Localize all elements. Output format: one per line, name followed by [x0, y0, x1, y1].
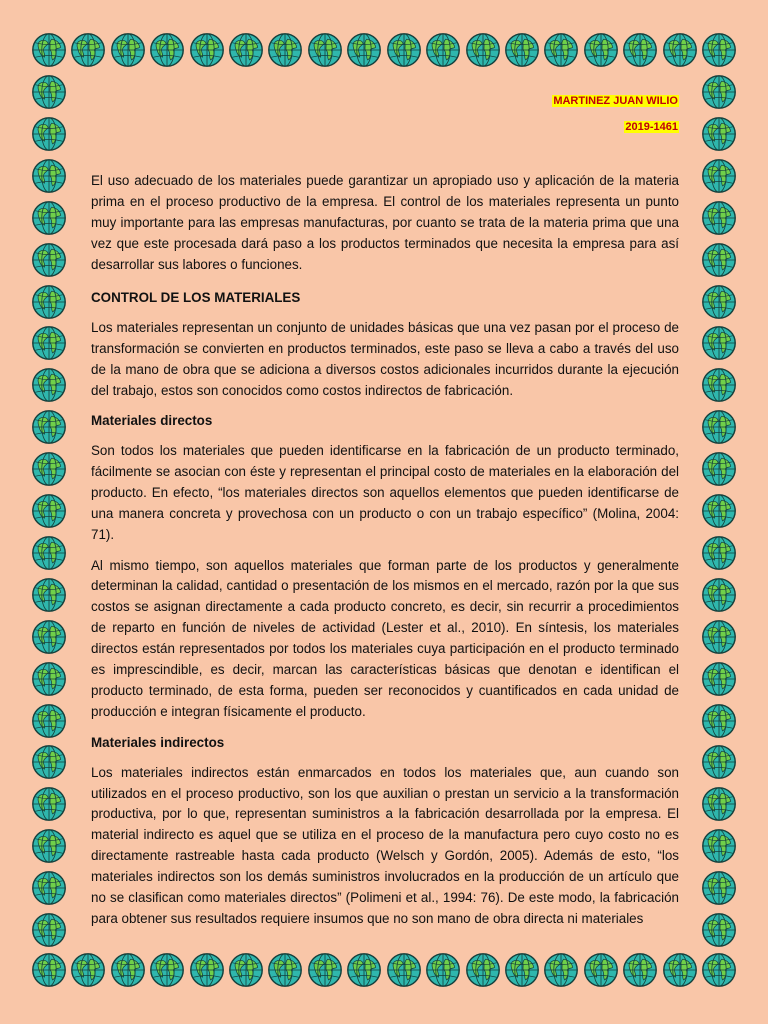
globe-icon — [31, 116, 67, 152]
globe-icon — [149, 32, 185, 68]
globe-icon — [701, 32, 737, 68]
globe-icon — [31, 284, 67, 320]
globe-icon — [701, 535, 737, 571]
globe-icon — [267, 32, 303, 68]
directos-paragraph-1: Son todos los materiales que pueden identificarse en la fabricación de un producto terminado, fácilmente se asocian con éste y representan el principal costo de materiales en la elaboración del producto. En efecto, “los materiales directos son aquellos elementos que pueden identificarse de una manera concreta y provechosa con un producto o con un trabajo específico” (Molina, 2004: 71). — [91, 442, 679, 542]
globe-icon — [662, 952, 698, 988]
globe-icon — [543, 952, 579, 988]
globe-icon — [70, 952, 106, 988]
document-body — [91, 80, 679, 930]
globe-icon — [228, 952, 264, 988]
globe-icon — [425, 32, 461, 68]
globe-icon — [31, 200, 67, 236]
globe-icon — [701, 200, 737, 236]
globe-icon — [31, 32, 67, 68]
globe-icon — [701, 451, 737, 487]
globe-icon — [31, 577, 67, 613]
globe-icon — [701, 158, 737, 194]
directos-heading: Materiales directos — [91, 413, 213, 429]
globe-icon — [31, 744, 67, 780]
globe-icon — [701, 577, 737, 613]
globe-icon — [701, 619, 737, 655]
globe-icon — [701, 828, 737, 864]
globe-icon — [701, 703, 737, 739]
globe-icon — [701, 242, 737, 278]
globe-icon — [31, 786, 67, 822]
globe-icon — [701, 952, 737, 988]
globe-icon — [346, 32, 382, 68]
globe-icon — [189, 32, 225, 68]
globe-icon — [662, 32, 698, 68]
globe-icon — [31, 703, 67, 739]
globe-icon — [701, 116, 737, 152]
indirectos-heading: Materiales indirectos — [91, 734, 225, 750]
globe-icon — [31, 952, 67, 988]
control-paragraph: Los materiales representan un conjunto de unidades básicas que una vez pasan por el proceso de transformación se convierten en productos terminados, este paso se lleva a cabo a través del uso de la mano de obra que se adiciona a diversos costos adicionales incurridos durante la ejecución del trabajo, estos son conocidos como costos indirectos de fabricación. — [91, 320, 679, 399]
globe-icon — [267, 952, 303, 988]
globe-icon — [110, 952, 146, 988]
globe-icon — [31, 74, 67, 110]
globe-icon — [622, 952, 658, 988]
globe-icon — [346, 952, 382, 988]
globe-icon — [31, 367, 67, 403]
globe-icon — [465, 32, 501, 68]
globe-icon — [307, 32, 343, 68]
globe-icon — [622, 32, 658, 68]
globe-icon — [701, 661, 737, 697]
globe-icon — [31, 493, 67, 529]
author-name-line — [91, 93, 679, 109]
author-name: MARTINEZ JUAN WILIO — [553, 95, 678, 107]
globe-icon — [701, 912, 737, 948]
student-id: 2019-1461 — [625, 121, 678, 133]
globe-icon — [543, 32, 579, 68]
globe-icon — [465, 952, 501, 988]
globe-icon — [583, 952, 619, 988]
globe-icon — [31, 409, 67, 445]
globe-icon — [701, 744, 737, 780]
globe-icon — [149, 952, 185, 988]
globe-icon — [31, 242, 67, 278]
globe-icon — [504, 32, 540, 68]
globe-icon — [701, 493, 737, 529]
control-heading: CONTROL DE LOS MATERIALES — [91, 289, 301, 305]
globe-icon — [31, 870, 67, 906]
globe-icon — [70, 32, 106, 68]
globe-icon — [31, 619, 67, 655]
globe-icon — [504, 952, 540, 988]
globe-icon — [701, 870, 737, 906]
globe-icon — [701, 284, 737, 320]
student-id-line — [91, 119, 679, 135]
globe-icon — [31, 661, 67, 697]
globe-icon — [31, 451, 67, 487]
globe-icon — [386, 952, 422, 988]
globe-icon — [701, 409, 737, 445]
globe-icon — [31, 828, 67, 864]
globe-icon — [189, 952, 225, 988]
globe-icon — [583, 32, 619, 68]
globe-icon — [701, 325, 737, 361]
indirectos-paragraph: Los materiales indirectos están enmarcados en todos los materiales que, aun cuando son utilizados en el proceso productivo, son los que auxilian o prestan un servicio a la transformación productiva, por lo que, representan suministros a la fabricación desarrollada por la empresa. El material indirecto es aquel que se utiliza en el proceso de la manufactura pero cuyo costo no es directamente rastreable hasta cada producto (Welsch y Gordón, 2005). Además de esto, “los materiales indirectos son los demás suministros involucrados en la producción de un artículo que no se clasifican como materiales directos” (Polimeni et al., 1994: 76). De este modo, la fabricación para obtener sus resultados requiere insumos que no son mano de obra directa ni materiales — [91, 764, 679, 926]
globe-icon — [31, 325, 67, 361]
globe-icon — [701, 367, 737, 403]
globe-icon — [31, 158, 67, 194]
directos-paragraph-2: Al mismo tiempo, son aquellos materiales que forman parte de los productos y generalmente determinan la calidad, cantidad o presentación de los mismos en el mercado, razón por la que sus costos se asignan directamente a cada producto concreto, es decir, sin recurrir a procedimientos de reparto en función de niveles de actividad (Lester et al., 2010). En síntesis, los materiales directos están representados por todos los materiales cuya participación en el producto terminado es imprescindible, es decir, marcan las características básicas que denotan e identifican el producto terminado, de esta forma, pueden ser reconocidos y cuantificados en cada unidad de producción e integran físicamente el producto. — [91, 557, 679, 719]
globe-icon — [307, 952, 343, 988]
globe-icon — [110, 32, 146, 68]
globe-icon — [425, 952, 461, 988]
intro-paragraph: El uso adecuado de los materiales puede garantizar un apropiado uso y aplicación de la materia prima en el proceso productivo de la empresa. El control de los materiales representa un punto muy importante para las empresas manufacturas, por cuanto se trata de la materia prima que una vez que este procesada dará paso a los productos terminados que necesita la empresa para así desarrollar sus labores o funciones. — [91, 173, 679, 272]
globe-icon — [701, 786, 737, 822]
globe-icon — [386, 32, 422, 68]
globe-icon — [31, 912, 67, 948]
globe-icon — [228, 32, 264, 68]
globe-icon — [701, 74, 737, 110]
globe-icon — [31, 535, 67, 571]
